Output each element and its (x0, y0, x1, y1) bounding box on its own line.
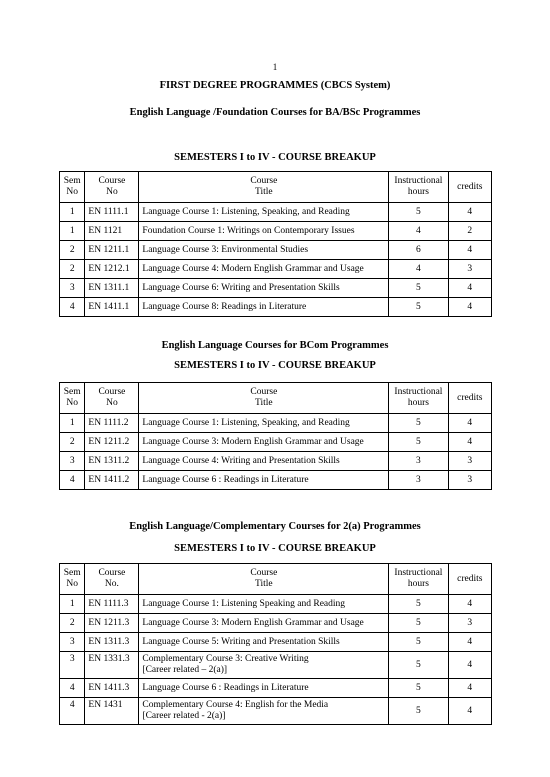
header-course-no-line: Course (98, 176, 126, 186)
cell-credits: 4 (448, 679, 491, 698)
header-instructional-hours-line: hours (407, 187, 429, 197)
header-instructional-hours-line: Instructional (394, 387, 443, 397)
course-title-line: Language Course 5: Writing and Presentation Skills (142, 636, 340, 647)
cell-hours: 3 (389, 471, 448, 490)
course-title-line: Foundation Course 1: Writings on Contemporary Issues (142, 225, 355, 236)
cell-credits: 3 (448, 471, 491, 490)
table-header-row (60, 383, 492, 414)
cell-course-title (139, 203, 389, 222)
cell-course-no: EN 1311.3 (85, 633, 139, 652)
table-row (60, 633, 492, 652)
cell-hours: 5 (389, 652, 448, 679)
cell-hours: 4 (389, 260, 448, 279)
page-number: 1 (272, 62, 278, 72)
course-title-line: Language Course 4: Writing and Presentation Skills (142, 455, 340, 466)
cell-sem: 4 (60, 698, 85, 725)
header-course-title (139, 383, 389, 414)
header-instructional-hours (389, 172, 448, 203)
course-title-line: [Career related – 2(a)] (142, 665, 228, 675)
table-row (60, 414, 492, 433)
cell-hours: 5 (389, 414, 448, 433)
cell-course-title (139, 633, 389, 652)
cell-course-title (139, 452, 389, 471)
cell-sem: 3 (60, 452, 85, 471)
cell-hours: 5 (389, 595, 448, 614)
table-row (60, 452, 492, 471)
course-title-line: Language Course 6 : Readings in Literature (142, 474, 309, 485)
header-instructional-hours (389, 383, 448, 414)
cell-sem: 3 (60, 652, 85, 679)
header-course-title-line: Course (250, 387, 278, 397)
cell-sem: 1 (60, 595, 85, 614)
course-title-line: Language Course 1: Listening Speaking and Reading (142, 598, 346, 609)
header-sem-line: No (66, 398, 79, 408)
header-instructional-hours-line: hours (407, 579, 429, 589)
header-course-title-line: Course (250, 568, 278, 578)
cell-sem: 2 (60, 614, 85, 633)
cell-course-title (139, 614, 389, 633)
cell-course-title (139, 433, 389, 452)
course-title-line: Language Course 4: Modern English Grammar and Usage (142, 263, 364, 274)
cell-course-no: EN 1211.3 (85, 614, 139, 633)
cell-sem: 4 (60, 679, 85, 698)
table-row (60, 433, 492, 452)
table-row (60, 595, 492, 614)
cell-credits: 4 (448, 279, 491, 298)
cell-sem: 1 (60, 222, 85, 241)
header-sem (60, 564, 85, 595)
course-title-line: [Career related - 2(a)] (142, 711, 226, 721)
header-credits: credits (448, 564, 491, 595)
table-header-row (60, 564, 492, 595)
cell-hours: 5 (389, 633, 448, 652)
cell-hours: 5 (389, 279, 448, 298)
cell-hours: 6 (389, 241, 448, 260)
header-sem-line: Sem (63, 568, 81, 578)
cell-course-no: EN 1211.2 (85, 433, 139, 452)
cell-course-title (139, 241, 389, 260)
cell-credits: 4 (448, 633, 491, 652)
table-row (60, 652, 492, 679)
cell-hours: 5 (389, 433, 448, 452)
cell-hours: 3 (389, 452, 448, 471)
header-course-no-line: Course (98, 387, 126, 397)
header-credits: credits (448, 383, 491, 414)
cell-sem: 4 (60, 298, 85, 317)
header-instructional-hours-line: Instructional (394, 176, 443, 186)
course-title-line: Language Course 1: Listening, Speaking, and Reading (142, 206, 350, 217)
cell-credits: 4 (448, 203, 491, 222)
cell-credits: 3 (448, 260, 491, 279)
cell-course-no: EN 1311.2 (85, 452, 139, 471)
cell-credits: 4 (448, 241, 491, 260)
cell-sem: 3 (60, 279, 85, 298)
cell-course-title (139, 679, 389, 698)
header-sem-line: Sem (63, 387, 81, 397)
header-course-title-line: Title (255, 579, 273, 589)
header-sem-line: Sem (63, 176, 81, 186)
header-course-title (139, 564, 389, 595)
cell-credits: 4 (448, 595, 491, 614)
course-title-line: Language Course 6: Writing and Presentation Skills (142, 282, 340, 293)
cell-course-title (139, 260, 389, 279)
cell-hours: 5 (389, 614, 448, 633)
course-title-line: Language Course 6 : Readings in Literature (142, 682, 309, 693)
header-course-no-line: Course (98, 568, 126, 578)
header-course-no (85, 383, 139, 414)
cell-credits: 2 (448, 222, 491, 241)
cell-credits: 3 (448, 452, 491, 471)
cell-sem: 4 (60, 471, 85, 490)
course-title-line: Language Course 3: Modern English Grammar and Usage (142, 436, 364, 447)
cell-hours: 5 (389, 679, 448, 698)
course-title-line: Language Course 3: Modern English Grammar and Usage (142, 617, 364, 628)
section-1-heading: English Language /Foundation Courses for BA/BSc Programmes (129, 107, 421, 118)
cell-course-no: EN 1311.1 (85, 279, 139, 298)
header-credits: credits (448, 172, 491, 203)
cell-course-title (139, 222, 389, 241)
header-course-no-line: No (106, 187, 118, 197)
table-row (60, 260, 492, 279)
cell-course-no: EN 1411.3 (85, 679, 139, 698)
cell-course-no: EN 1212.1 (85, 260, 139, 279)
course-title-line: Language Course 8: Readings in Literature (142, 301, 307, 312)
header-sem-line: No (66, 579, 79, 589)
cell-hours: 5 (389, 698, 448, 725)
course-table-bafoundation (59, 171, 492, 317)
table-row (60, 241, 492, 260)
table-row (60, 471, 492, 490)
cell-course-title (139, 279, 389, 298)
cell-sem: 3 (60, 633, 85, 652)
table-row (60, 679, 492, 698)
header-instructional-hours-line: hours (407, 398, 429, 408)
cell-course-title (139, 471, 389, 490)
cell-credits: 4 (448, 414, 491, 433)
header-course-title (139, 172, 389, 203)
cell-hours: 5 (389, 298, 448, 317)
table-header-row (60, 172, 492, 203)
header-course-title-line: Title (255, 187, 273, 197)
cell-sem: 2 (60, 260, 85, 279)
header-course-no (85, 172, 139, 203)
table-row (60, 614, 492, 633)
cell-course-no: EN 1111.2 (85, 414, 139, 433)
cell-course-title (139, 652, 389, 679)
header-course-no-line: No (106, 398, 118, 408)
section-3-heading: English Language/Complementary Courses for 2(a) Programmes (129, 521, 421, 532)
header-instructional-hours (389, 564, 448, 595)
cell-credits: 3 (448, 614, 491, 633)
header-sem (60, 383, 85, 414)
cell-course-title (139, 414, 389, 433)
header-sem-line: No (66, 187, 79, 197)
course-title-line: Language Course 1: Listening, Speaking, and Reading (142, 417, 350, 428)
cell-course-no: EN 1411.1 (85, 298, 139, 317)
header-course-title-line: Course (250, 176, 278, 186)
cell-hours: 5 (389, 203, 448, 222)
table-row (60, 222, 492, 241)
cell-course-no: EN 1431 (85, 698, 139, 725)
course-title-line: Complementary Course 4: English for the Media (142, 700, 329, 710)
header-instructional-hours-line: Instructional (394, 568, 443, 578)
header-sem (60, 172, 85, 203)
cell-credits: 4 (448, 698, 491, 725)
cell-course-no: EN 1111.1 (85, 203, 139, 222)
cell-course-no: EN 1111.3 (85, 595, 139, 614)
section-3-subheading: SEMESTERS I to IV - COURSE BREAKUP (174, 543, 376, 554)
course-table-2a (59, 563, 492, 725)
header-course-title-line: Title (255, 398, 273, 408)
cell-credits: 4 (448, 433, 491, 452)
course-title-line: Language Course 3: Environmental Studies (142, 244, 309, 255)
section-2-subheading: SEMESTERS I to IV - COURSE BREAKUP (174, 360, 376, 371)
cell-course-title (139, 595, 389, 614)
cell-credits: 4 (448, 298, 491, 317)
section-2-heading: English Language Courses for BCom Programmes (161, 340, 389, 351)
course-table-bcom (59, 382, 492, 490)
section-1-subheading: SEMESTERS I to IV - COURSE BREAKUP (174, 152, 376, 163)
cell-course-no: EN 1211.1 (85, 241, 139, 260)
main-title: FIRST DEGREE PROGRAMMES (CBCS System) (159, 80, 391, 91)
cell-credits: 4 (448, 652, 491, 679)
cell-course-no: EN 1331.3 (85, 652, 139, 679)
cell-course-title (139, 698, 389, 725)
table-row (60, 279, 492, 298)
cell-sem: 2 (60, 433, 85, 452)
header-course-no-line: No. (104, 579, 119, 589)
cell-hours: 4 (389, 222, 448, 241)
cell-sem: 1 (60, 203, 85, 222)
header-course-no (85, 564, 139, 595)
cell-course-no: EN 1411.2 (85, 471, 139, 490)
table-row (60, 698, 492, 725)
cell-course-title (139, 298, 389, 317)
cell-course-no: EN 1121 (85, 222, 139, 241)
table-row (60, 203, 492, 222)
course-title-line: Complementary Course 3: Creative Writing (142, 654, 309, 664)
cell-sem: 1 (60, 414, 85, 433)
table-row (60, 298, 492, 317)
cell-sem: 2 (60, 241, 85, 260)
